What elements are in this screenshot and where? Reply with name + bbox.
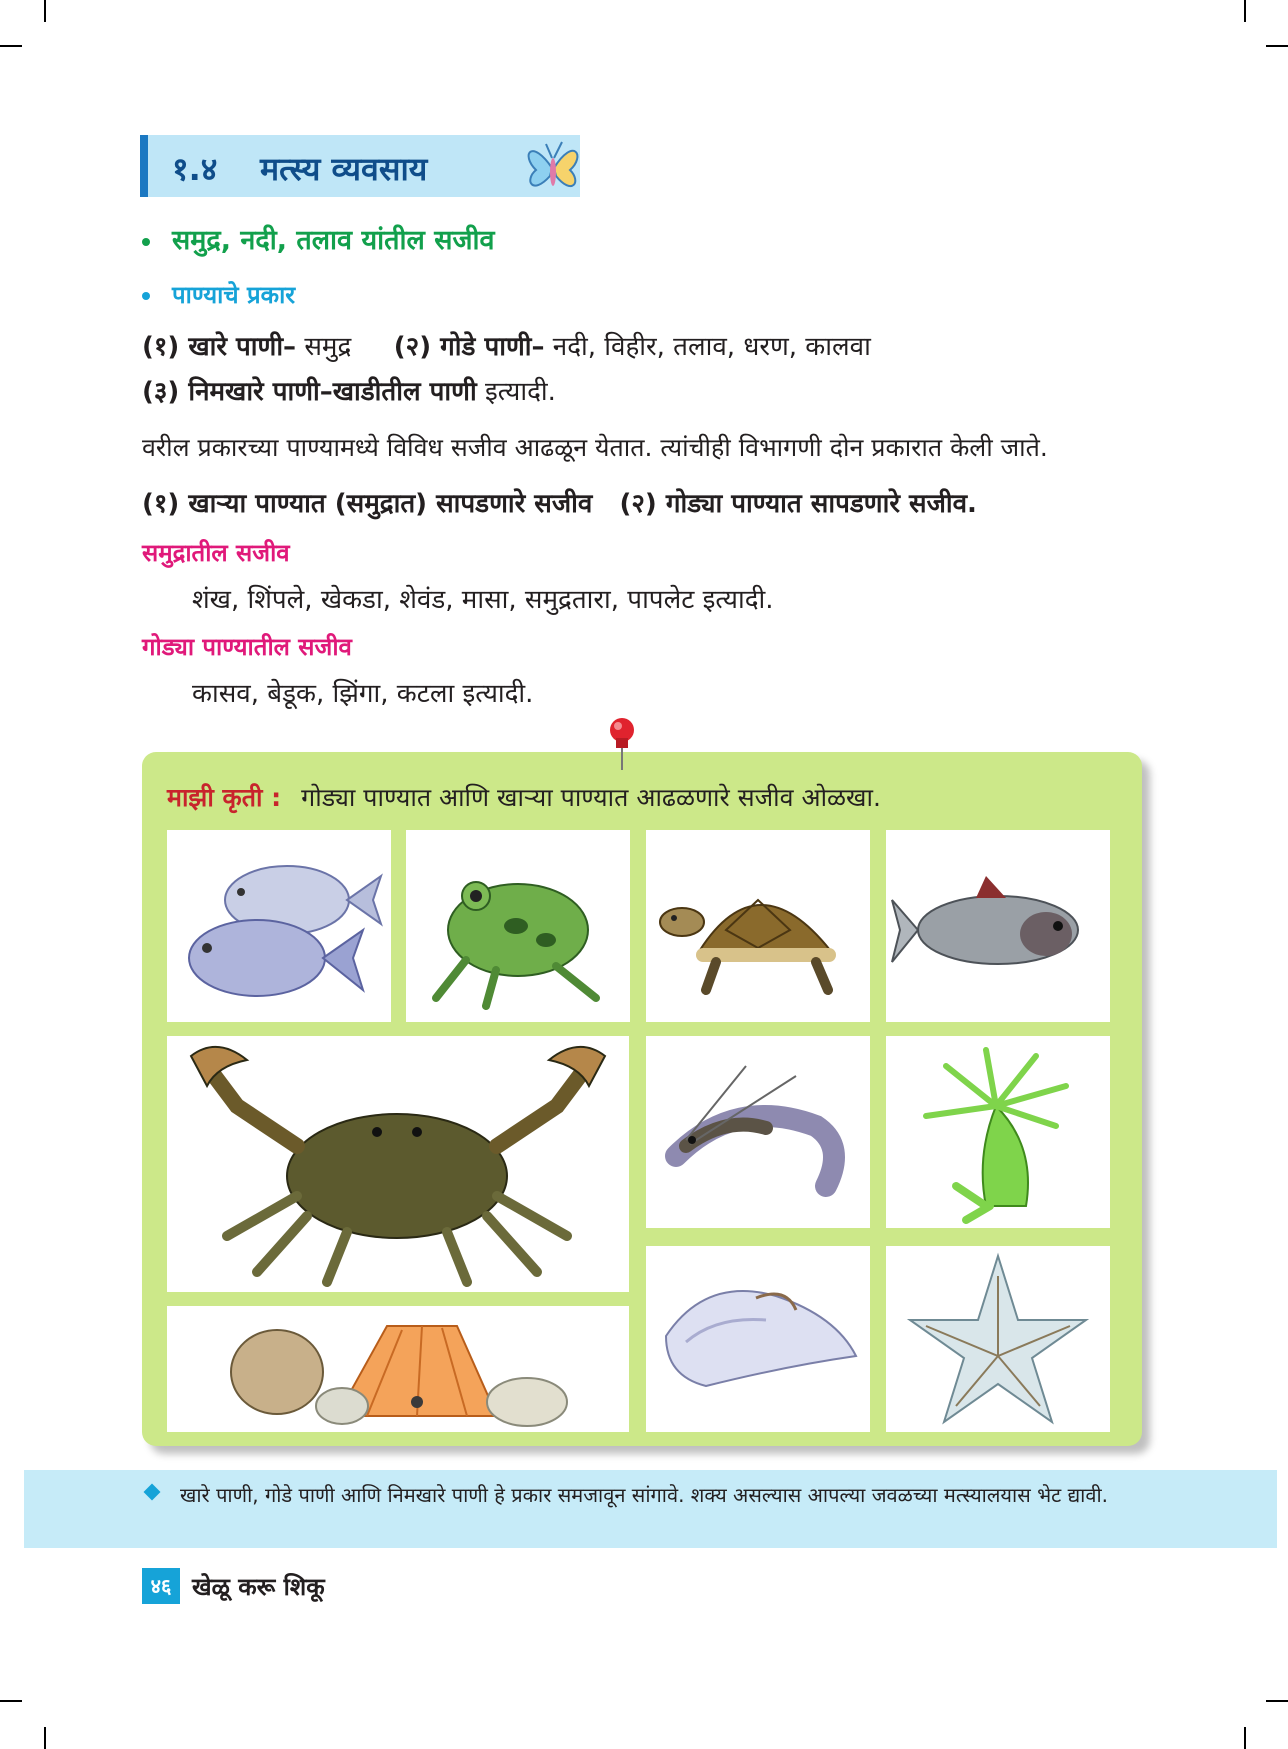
activity-instruction	[167, 780, 881, 814]
diamond-bullet-icon	[144, 1484, 161, 1501]
classification-line: (१) खाऱ्या पाण्यात (समुद्रात) सापडणारे सजीव (२) गोड्या पाण्यात सापडणारे सजीव.	[142, 489, 977, 519]
water-types-row-2	[142, 372, 556, 408]
sea-list: शंख, शिंपले, खेकडा, शेवंड, मासा, समुद्रतारा, पापलेट इत्यादी.	[192, 585, 774, 615]
type-3-label: (३) निमखारे पाणी–खाडीतील पाणी	[142, 377, 477, 407]
crop-mark	[1266, 45, 1288, 47]
pushpin-icon	[604, 716, 640, 772]
section-number: १.४	[172, 150, 218, 188]
bullet-heading-1	[142, 220, 495, 257]
bullet-dot-icon	[142, 238, 150, 246]
butterfly-icon	[522, 130, 584, 202]
sea-heading: समुद्रातील सजीव	[142, 539, 290, 567]
type-1-label: (१) खारे पाणी–	[142, 332, 297, 362]
crop-mark	[0, 45, 22, 47]
hydra-image	[886, 1036, 1110, 1228]
bullet-text-2: पाण्याचे प्रकार	[172, 281, 296, 309]
pomfret-fish-image	[167, 830, 391, 1022]
type-1-value: समुद्र	[304, 332, 352, 362]
bullet-text-1: समुद्र, नदी, तलाव यांतील सजीव	[172, 225, 495, 256]
crop-mark	[1266, 1700, 1288, 1702]
intro-paragraph: वरील प्रकारच्या पाण्यामध्ये विविध सजीव आढळून येतात. त्यांचीही विभागणी दोन प्रकारात केली जाते.	[142, 433, 1048, 462]
frog-image	[406, 830, 630, 1022]
conch-shell-image	[646, 1246, 870, 1432]
note-text: खारे पाणी, गोडे पाणी आणि निमखारे पाणी हे प्रकार समजावून सांगावे. शक्य असल्यास आपल्या जवळच्या मत्स्यालयास भेट द्यावी.	[180, 1483, 1109, 1507]
activity-label: माझी कृती :	[167, 783, 282, 812]
fresh-list: कासव, बेडूक, झिंगा, कटला इत्यादी.	[192, 679, 534, 709]
bullet-dot-icon	[142, 292, 150, 300]
seashells-image	[167, 1306, 629, 1432]
crop-mark	[1244, 0, 1246, 22]
turtle-image	[646, 830, 870, 1022]
section-heading: मत्स्य व्यवसाय	[260, 150, 428, 188]
crop-mark	[44, 1727, 46, 1749]
teacher-note	[24, 1470, 1277, 1548]
activity-text: गोड्या पाण्यात आणि खाऱ्या पाण्यात आढळणारे सजीव ओळखा.	[301, 783, 881, 812]
crop-mark	[1244, 1727, 1246, 1749]
page-number: ४६	[142, 1568, 180, 1604]
book-title: खेळू करू शिकू	[192, 1573, 325, 1601]
crab-image	[167, 1036, 629, 1292]
section-title	[140, 135, 580, 197]
type-3-value: इत्यादी.	[484, 377, 556, 407]
shrimp-image	[646, 1036, 870, 1228]
crop-mark	[44, 0, 46, 22]
starfish-image	[886, 1246, 1110, 1432]
type-2-value: नदी, विहीर, तलाव, धरण, कालवा	[552, 332, 871, 362]
bullet-heading-2	[142, 278, 295, 311]
type-2-label: (२) गोडे पाणी–	[393, 332, 545, 362]
katla-fish-image	[886, 830, 1110, 1022]
crop-mark	[0, 1700, 22, 1702]
fresh-heading: गोड्या पाण्यातील सजीव	[142, 633, 352, 661]
water-types-row-1	[142, 327, 871, 363]
